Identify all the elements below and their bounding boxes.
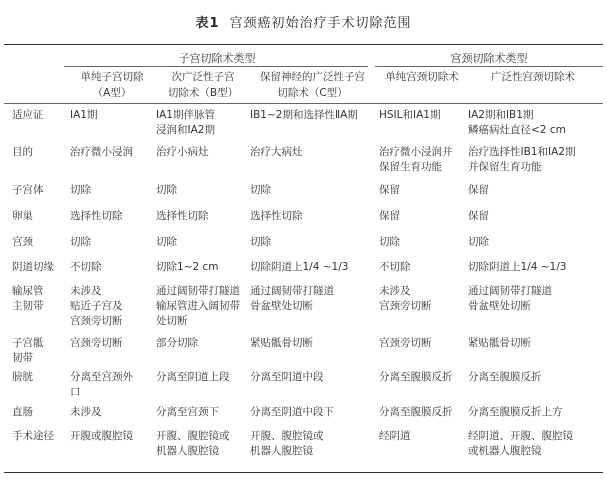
row-label: 目的	[12, 146, 33, 158]
column-header: 次广泛性子宫	[171, 71, 235, 83]
table-cell: 不切除	[70, 261, 102, 273]
table-cell: 宫颈旁切断	[70, 315, 123, 327]
table-cell: 机器人腹腔镜	[156, 445, 219, 457]
table-cell: 开腹或腹腔镜	[70, 430, 133, 442]
top-rule	[4, 44, 603, 45]
column-header: 广泛性宫颈切除术	[491, 71, 575, 83]
table-caption: 宫颈癌初始治疗手术切除范围	[229, 16, 412, 31]
table-cell: 浸润和ⅠA2期	[156, 124, 215, 136]
table-cell: 骨盆壁处切断	[250, 300, 313, 312]
table-cell: 切除阴道上1/4 ~1/3	[468, 261, 567, 273]
row-label: 宫颈	[12, 236, 33, 248]
table-cell: 治疗微小浸润	[70, 146, 133, 158]
table-cell: 分离至阴道中段下	[250, 406, 334, 418]
table-cell: 保留	[379, 184, 400, 196]
table-cell: 分离至阴道上段	[156, 371, 230, 383]
bottom-rule	[4, 472, 603, 473]
table-cell: 切除	[70, 236, 91, 248]
table-cell: 开腹、腹腔镜或	[250, 430, 324, 442]
table-cell: 或机器人腹腔镜	[468, 445, 542, 457]
table-cell: 切除	[250, 236, 271, 248]
row-label: 阴道切缘	[12, 261, 54, 273]
table-cell: 治疗微小浸润并	[379, 146, 453, 158]
row-label: 手术途径	[12, 430, 54, 442]
table-cell: 通过阔韧带打隧道	[250, 285, 334, 297]
column-header: 保留神经的广泛性子宫	[260, 71, 365, 83]
table-cell: 未涉及	[70, 285, 102, 297]
table-cell: 保留	[379, 210, 400, 222]
table-cell: 未涉及	[70, 406, 102, 418]
table-cell: 分离至腹膜反折	[379, 371, 453, 383]
table-cell: 选择性切除	[250, 210, 303, 222]
table-cell: 切除	[379, 236, 400, 248]
table-cell: 并保留生育功能	[468, 161, 542, 173]
row-label: 子宫体	[12, 184, 44, 196]
table-cell: 紧贴骶骨切断	[250, 337, 313, 349]
table-cell: 切除1~2 cm	[156, 261, 219, 273]
table-cell: 保留	[468, 210, 489, 222]
table-cell: 宫颈旁切断	[70, 337, 123, 349]
group-rule-hysterectomy	[64, 66, 368, 67]
row-label: 卵巢	[12, 210, 33, 222]
table-cell: ⅠA1期	[70, 109, 98, 121]
table-cell: 部分切除	[156, 337, 198, 349]
row-label: 输尿管	[12, 285, 44, 297]
table-cell: 切除	[156, 236, 177, 248]
table-cell: 切除	[250, 184, 271, 196]
table-number: 表1	[195, 16, 220, 31]
column-header: 单纯子宫切除	[80, 71, 144, 83]
row-label: 适应证	[12, 109, 44, 121]
table-cell: 选择性切除	[70, 210, 123, 222]
column-header: 切除术（C型）	[277, 87, 348, 99]
group-header-trachelectomy: 宫颈切除术类型	[450, 52, 528, 65]
table-cell: 切除	[156, 184, 177, 196]
table-cell: 鳞癌病灶直径<2 cm	[468, 124, 566, 136]
table-cell: 宫颈旁切断	[379, 337, 432, 349]
table-cell: HSIL和ⅠA1期	[379, 109, 441, 121]
row-label: 子宫骶	[12, 337, 44, 349]
table-cell: 治疗选择性ⅠB1和ⅠA2期	[468, 146, 576, 158]
table-cell: 切除阴道上1/4 ~1/3	[250, 261, 349, 273]
row-label: 主韧带	[12, 300, 44, 312]
table-cell: 未涉及	[379, 285, 411, 297]
table-cell: ⅠA1期伴脉管	[156, 109, 215, 121]
table-cell: 分离至腹膜反折	[379, 406, 453, 418]
table-cell: 机器人腹腔镜	[250, 445, 313, 457]
table-cell: 通过阔韧带打隧道	[468, 285, 552, 297]
row-label: 直肠	[12, 406, 33, 418]
table-cell: 保留生育功能	[379, 161, 442, 173]
table-title	[0, 12, 607, 31]
table-cell: ⅠB1~2期和选择性ⅡA期	[250, 109, 358, 121]
table-cell: 经阴道	[379, 430, 411, 442]
table-cell: 选择性切除	[156, 210, 209, 222]
column-header: 切除术（B型）	[167, 87, 239, 99]
table-cell: 开腹、腹腔镜或	[156, 430, 230, 442]
table-cell: 骨盆壁处切断	[468, 300, 531, 312]
table-cell: 贴近子宫及	[70, 300, 123, 312]
table-cell: 切除	[468, 236, 489, 248]
row-label: 膀胱	[12, 371, 33, 383]
table-cell: 治疗小病灶	[156, 146, 209, 158]
table-cell: 分离至阴道中段	[250, 371, 324, 383]
table-cell: 紧贴骶骨切断	[468, 337, 531, 349]
table-cell: 宫颈旁切断	[379, 300, 432, 312]
table-cell: 输尿管进入阔韧带	[156, 300, 240, 312]
column-header: 单纯宫颈切除术	[385, 71, 459, 83]
table-cell: 分离至宫颈外	[70, 371, 133, 383]
table-cell: 分离至腹膜反折上方	[468, 406, 563, 418]
table-cell: 治疗大病灶	[250, 146, 303, 158]
group-rule-trachelectomy	[375, 66, 603, 67]
header-rule	[4, 103, 603, 104]
table-cell: 切除	[70, 184, 91, 196]
table-cell: 不切除	[379, 261, 411, 273]
table-cell: 口	[70, 386, 81, 398]
group-header-hysterectomy: 子宫切除术类型	[178, 52, 256, 65]
table-cell: 分离至宫颈下	[156, 406, 219, 418]
table-cell: 通过阔韧带打隧道	[156, 285, 240, 297]
table-cell: 分离至腹膜反折	[468, 371, 542, 383]
row-label: 韧带	[12, 352, 33, 364]
table-cell: 处切断	[156, 315, 188, 327]
column-header: （A型）	[92, 87, 132, 99]
table-cell: 保留	[468, 184, 489, 196]
table-cell: 经阴道、开腹、腹腔镜	[468, 430, 573, 442]
table-cell: ⅠA2期和ⅠB1期	[468, 109, 534, 121]
